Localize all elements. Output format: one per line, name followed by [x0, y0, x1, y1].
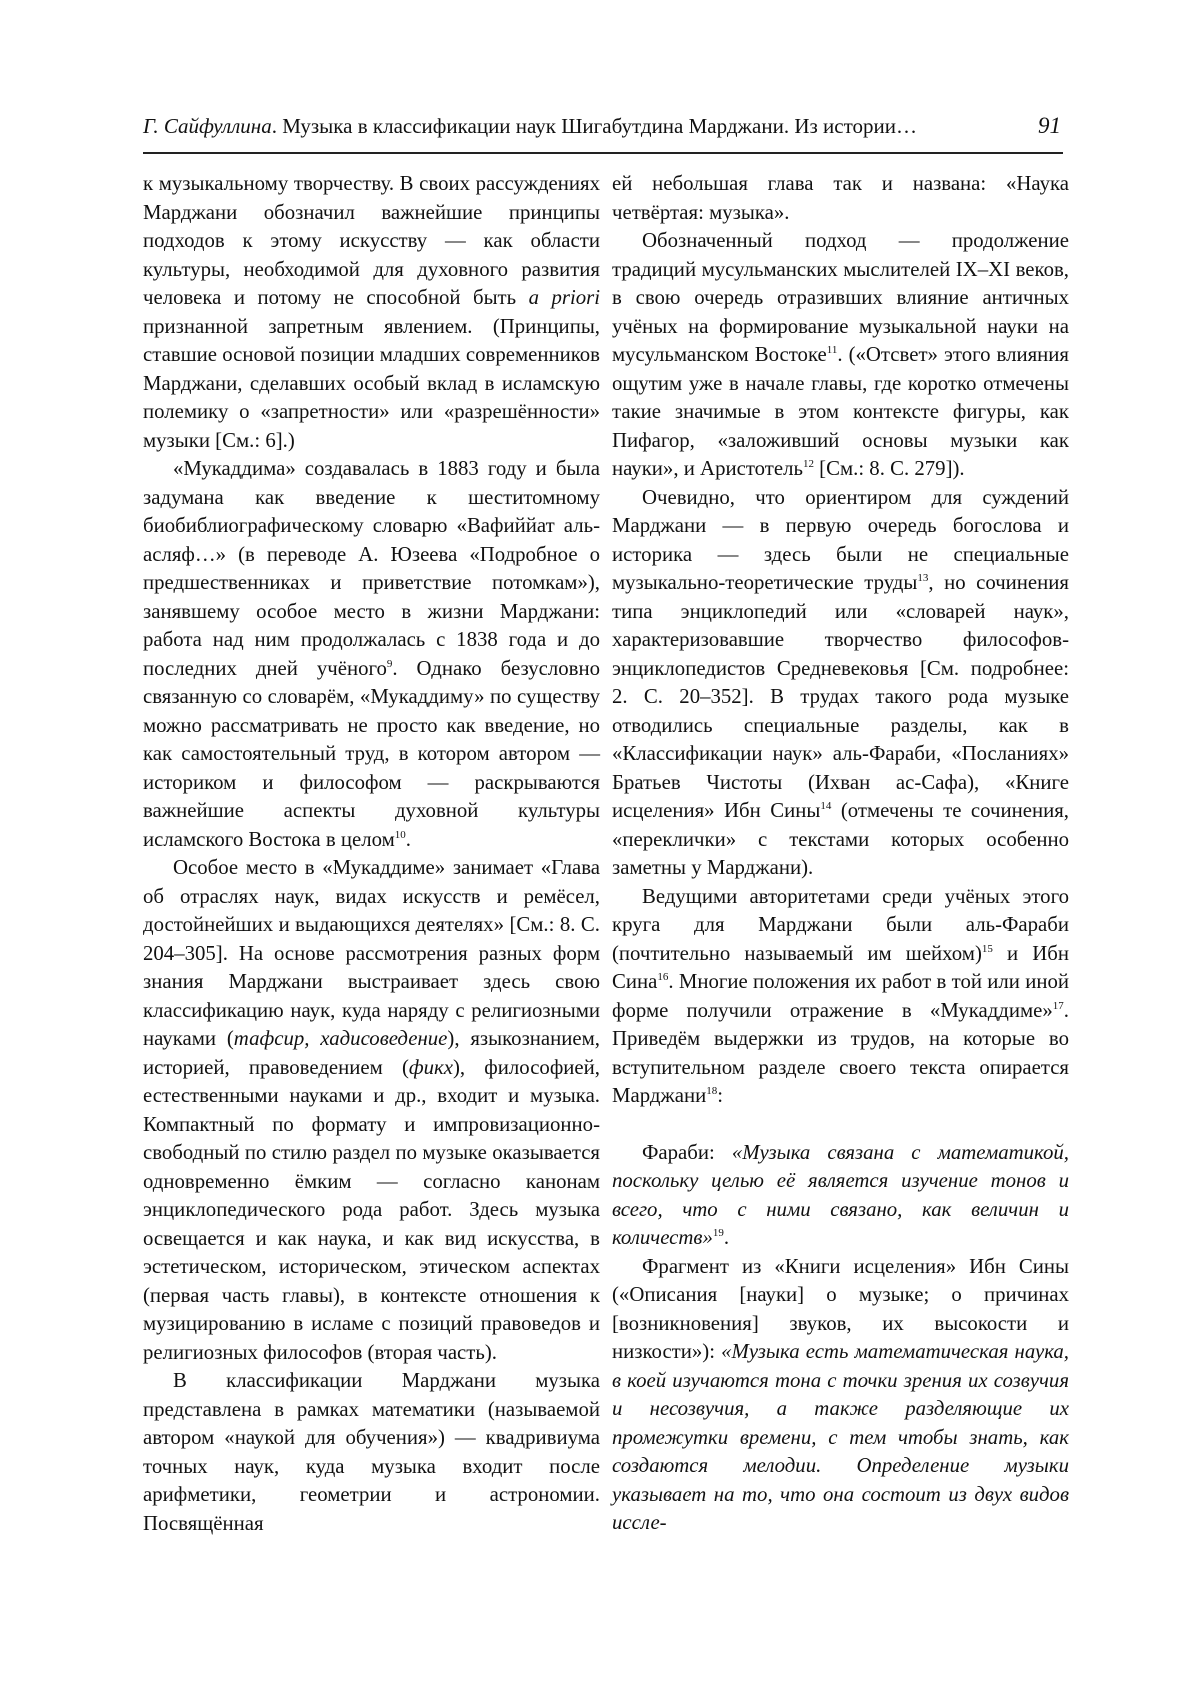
running-header	[143, 106, 1063, 154]
footnote-ref: 9	[386, 657, 393, 670]
paragraph: Ведущими авторитетами среди учёных этого круга для Марджани были аль-Фараби (почтительно называемый им шейхом)$^{15}$ и Ибн Сина$^{16}$. Многие положения их работ в той или иной форме получили отражение в «Мукаддиме»$^{17}$. Приведём выдержки из трудов, на которые во вступительном разделе своего текста опирается Марджани$^{18}$:	[612, 884, 1069, 1107]
italic-term: фикх	[408, 1055, 453, 1079]
paragraph: к музыкальному творчеству. В своих рассуждениях Марджани обозначил важнейшие принципы подходов к этому искусству — как области культуры, необходимой для духовного развития человека и потому не способной быть a priori признанной запретным явлением. (Принципы, ставшие основой позиции младших современников Марджани, сделавших особый вклад в исламскую полемику о «запретности» или «разрешённости» музыки [См.: 6].)	[143, 172, 600, 452]
footnote-ref: 19	[712, 1227, 724, 1239]
paragraph: В классификации Марджани музыка представлена в рамках математики (называемой автором «наукой для обучения») — квадривиума точных наук, куда музыка входит после арифметики, геометрии и астрономии. Посвящённая	[143, 1369, 600, 1535]
footnote-ref: 13	[917, 572, 929, 584]
footnote-ref: 18	[706, 1085, 718, 1097]
header-author: Г. Сайфуллина	[143, 114, 272, 138]
right-column	[612, 170, 1069, 1538]
italic-term: тафсир, хадисоведение	[233, 1027, 448, 1050]
italic-quote: «Музыка связана с математикой, поскольку целью её является изучение тонов и всего, что с ними связано, как величин и количеств»	[612, 1140, 1069, 1249]
left-column	[143, 170, 600, 1538]
header-title: . Музыка в классификации наук Шигабутдина Марджани. Из истории…	[271, 114, 917, 138]
footnote-ref: 12	[802, 458, 814, 470]
paragraph: Очевидно, что ориентиром для суждений Марджани — в первую очередь богослова и историка — здесь были не специальные музыкально-теоретические труды$^{13}$, но сочинения типа энциклопедий или «словарей наук», характеризовавшие творчество философов-энциклопедистов Средневековья [См. подробнее: 2. С. 20–352]. В трудах такого рода музыке отводились специальные разделы, как в «Классификации наук» аль-Фараби, «Посланиях» Братьев Чистоты (Ихван ас-Сафа), «Книге исцеления» Ибн Сины$^{14}$ (отмечены те сочинения, «переклички» с текстами которых особенно заметны у Марджани).	[612, 485, 1069, 879]
paragraph: Обозначенный подход — продолжение традиций мусульманских мыслителей IX–XI веков, в свою очередь отразивших влияние античных учёных на формирование музыкальной науки на мусульманском Востоке$^{11}$. («Отсвет» этого влияния ощутим уже в начале главы, где коротко отмечены такие значимые в этом контексте фигуры, как Пифагор, «заложивший основы музыки как науки», и Аристотель$^{12}$ [См.: 8. С. 279]).	[612, 229, 1069, 480]
footnote-ref: 14	[820, 800, 832, 812]
paragraph: ей небольшая глава так и названа: «Наука четвёртая: музыка».	[612, 172, 1069, 224]
paragraph: Особое место в «Мукаддиме» занимает «Глава об отраслях наук, видах искусств и ремёсел, достойнейших и выдающихся деятелях» [См.: 8. С. 204–305]. На основе рассмотрения разных форм знания Марджани выстраивает здесь свою классификацию наук, куда наряду с религиозными науками (тафсир, хадисоведение), языкознанием, историей, правоведением (фикх), философией, естественными науками и др., входит и музыка. Компактный по формату и импровизационно-свободный по стилю раздел по музыке оказывается одновременно ёмким — согласно канонам энциклопедического рода работ. Здесь музыка освещается и как наука, и как вид искусства, в эстетическом, историческом, этическом аспектах (первая часть главы), в контексте отношения к музицированию в исламе с позиций правоведов и религиозных философов (вторая часть).	[143, 856, 600, 1364]
paragraph: «Мукаддима» создавалась в 1883 году и была задумана как введение к шеститомному биобиблиографическому словарю «Вафиййат аль-асляф…» (в переводе А. Юзеева «Подробное о предшественниках и приветствие потомкам»), занявшему особое место в жизни Марджани: работа над ним продолжалась с 1838 года и до последних дней учёного$^9$. Однако безусловно связанную со словарём, «Мукаддиму» по существу можно рассматривать не просто как введение, но как самостоятельный труд, в котором автором — историком и философом — раскрываются важнейшие аспекты духовной культуры исламского Востока в целом$^{10}$.	[143, 457, 600, 851]
footnote-ref: 17	[1052, 999, 1064, 1012]
footnote-ref: 11	[826, 344, 838, 356]
italic-quote: «Музыка есть математическая наука, в коей изучаются тона с точки зрения их созвучия и несозвучия, а также разделяющие их промежутки времени, с тем чтобы знать, как создаются мелодии. Определение музыки указывает на то, что она состоит из двух видов иссле-	[612, 1340, 1069, 1534]
footnote-ref: 16	[657, 971, 669, 983]
italic-term: a priori	[528, 286, 600, 309]
footnote-ref: 10	[394, 828, 406, 841]
page-number: 91	[1038, 113, 1061, 138]
footnote-ref: 15	[981, 942, 993, 955]
quote-paragraph: Фрагмент из «Книги исцеления» Ибн Сины («Описания [науки] о музыке; о причинах [возникновения] звуков, их высокости и низкости»): «Музыка есть математическая наука, в коей изучаются тона с точки зрения их созвучия и несозвучия, а также разделяющие их промежутки времени, с тем чтобы знать, как создаются мелодии. Определение музыки указывает на то, что она состоит из двух видов иссле-	[612, 1254, 1069, 1534]
quote-paragraph: Фараби: «Музыка связана с математикой, поскольку целью её является изучение тонов и всего, что с ними связано, как величин и количеств»$^{19}$.	[612, 1140, 1069, 1249]
